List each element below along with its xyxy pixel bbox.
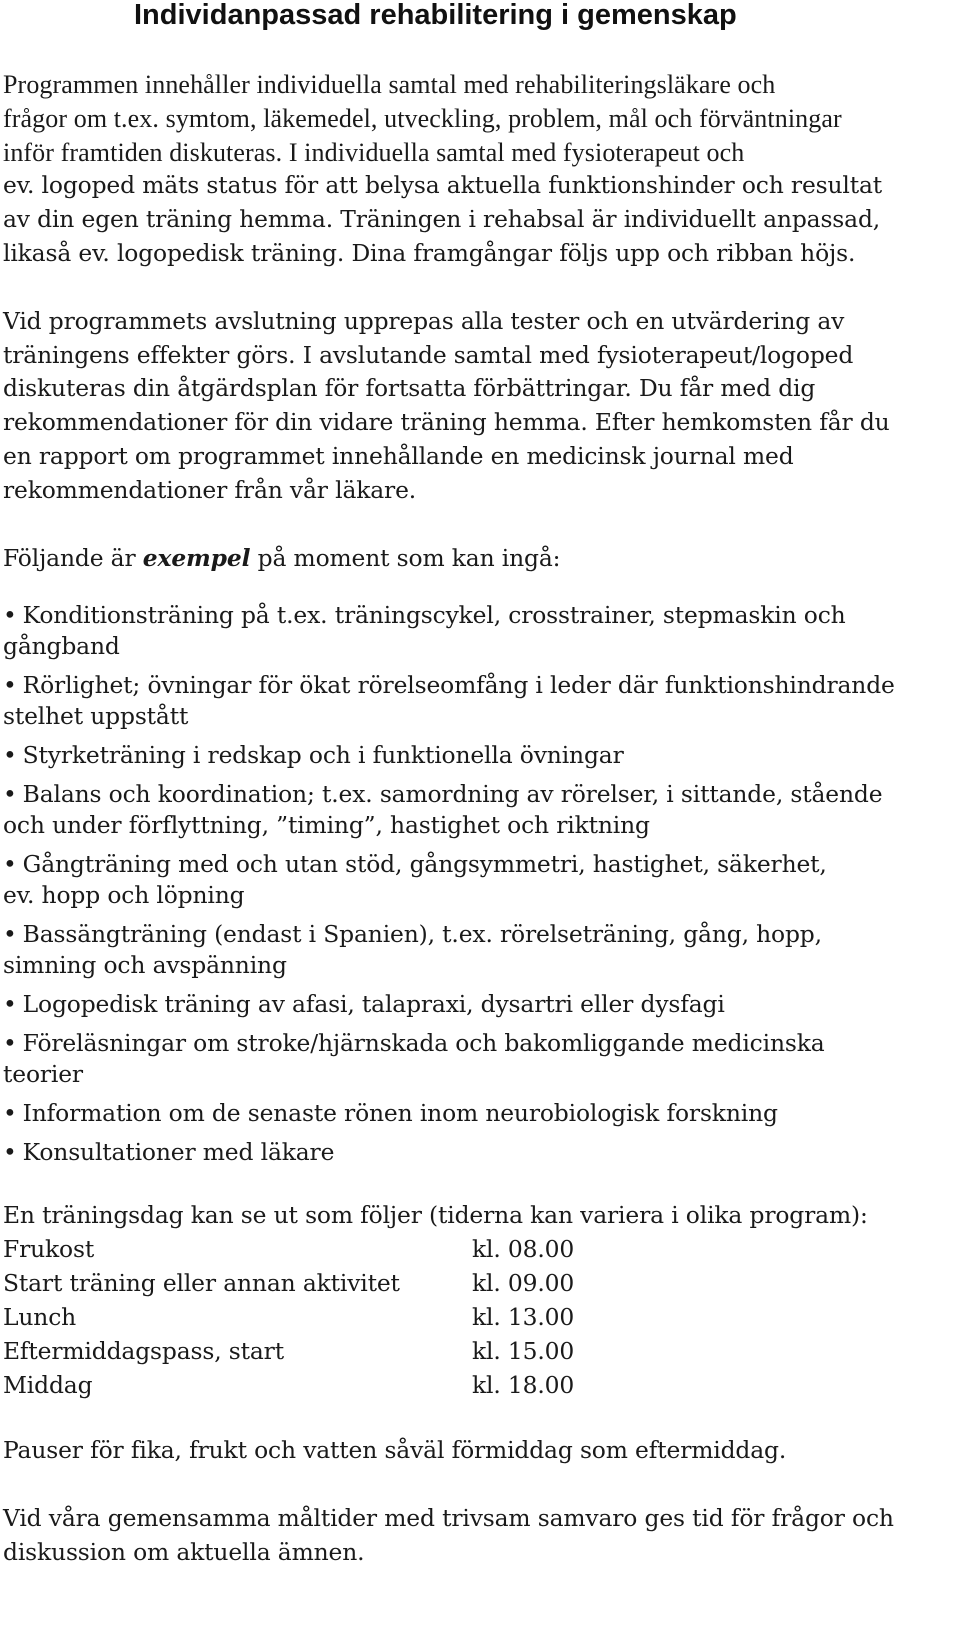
document-page [3,0,953,1570]
list-item [3,740,953,771]
examples-intro-before: Följande är [3,543,143,572]
paragraph-evaluation [3,305,953,508]
list-item [3,1028,953,1090]
list-item-text: Konditionsträning på t.ex. träningscykel, crosstrainer, stepmaskin och [22,601,846,630]
list-item [3,1137,953,1168]
text-line: inför framtiden diskuteras. I individuella samtal med fysioterapeut och [3,137,745,167]
list-item-text: stelhet uppstått [3,702,189,731]
bullet-icon: • [3,850,17,879]
list-item-text: teorier [3,1060,83,1089]
list-item-text: simning och avspänning [3,951,287,980]
list-item [3,600,953,662]
bullet-icon: • [3,1138,17,1167]
schedule-activity: Start träning eller annan aktivitet [3,1269,400,1298]
page-title: Individanpassad rehabilitering i gemenskap [134,0,737,31]
bullet-icon: • [3,601,17,630]
examples-list [3,600,953,1168]
bullet-icon: • [3,990,17,1019]
bullet-icon: • [3,741,17,770]
examples-intro-emphasis: exempel [142,543,251,572]
list-item-text: gångband [3,632,120,661]
schedule-activity: Middag [3,1371,93,1400]
text-line: av din egen träning hemma. Träningen i rehabsal är individuellt anpassad, [3,205,881,234]
schedule-row [3,1266,953,1300]
text-line: Pauser för fika, frukt och vatten såväl förmiddag som eftermiddag. [3,1436,787,1465]
schedule-activity: Lunch [3,1303,77,1332]
examples-intro [3,542,953,576]
list-item-text: Balans och koordination; t.ex. samordning av rörelser, i sittande, stående [22,780,883,809]
text-line: diskuteras din åtgärdsplan för fortsatta förbättringar. Du får med dig [3,374,816,403]
list-item [3,779,953,841]
schedule-activity: Frukost [3,1235,95,1264]
list-item-text: och under förflyttning, ”timing”, hastighet och riktning [3,811,650,840]
schedule-intro: En träningsdag kan se ut som följer (tiderna kan variera i olika program): [3,1201,868,1230]
schedule-section [3,1198,953,1402]
list-item [3,670,953,732]
bullet-icon: • [3,1099,17,1128]
text-line: Vid programmets avslutning upprepas alla tester och en utvärdering av [3,306,845,335]
list-item-text: Gångträning med och utan stöd, gångsymmetri, hastighet, säkerhet, [22,850,827,879]
list-item [3,1098,953,1129]
list-item-text: Logopedisk träning av afasi, talapraxi, dysartri eller dysfagi [22,990,725,1019]
list-item-text: Föreläsningar om stroke/hjärnskada och bakomliggande medicinska [22,1029,825,1058]
schedule-time: kl. 18.00 [472,1371,575,1400]
examples-intro-after: på moment som kan ingå: [250,543,561,572]
text-line: rekommendationer för din vidare träning hemma. Efter hemkomsten får du [3,408,890,437]
list-item-text: ev. hopp och löpning [3,881,245,910]
text-line: rekommendationer från vår läkare. [3,475,417,504]
list-item [3,989,953,1020]
text-line: ev. logoped mäts status för att belysa aktuella funktionshinder och resultat [3,171,883,200]
schedule-time: kl. 13.00 [472,1303,575,1332]
text-line: Programmen innehåller individuella samtal med rehabiliteringsläkare och [3,70,776,99]
bullet-icon: • [3,920,17,949]
paragraph-pauses [3,1434,953,1468]
text-line: Vid våra gemensamma måltider med trivsam samvaro ges tid för frågor och [3,1504,894,1533]
list-item-text: Information om de senaste rönen inom neurobiologisk forskning [22,1099,778,1128]
schedule-row [3,1334,953,1368]
list-item-text: Rörlighet; övningar för ökat rörelseomfång i leder där funktionshindrande [22,671,895,700]
bullet-icon: • [3,671,17,700]
list-item-text: Styrketräning i redskap och i funktionella övningar [22,741,624,770]
schedule-time: kl. 15.00 [472,1337,575,1366]
schedule-row [3,1368,953,1402]
text-line: träningens effekter görs. I avslutande samtal med fysioterapeut/logoped [3,340,854,369]
schedule-time: kl. 09.00 [472,1269,575,1298]
list-item [3,919,953,981]
paragraph-closing [3,1502,953,1570]
text-line: diskussion om aktuella ämnen. [3,1537,365,1566]
schedule-row [3,1300,953,1334]
schedule-time: kl. 08.00 [472,1235,575,1264]
text-line: likaså ev. logopedisk träning. Dina framgångar följs upp och ribban höjs. [3,238,856,267]
bullet-icon: • [3,780,17,809]
text-line: en rapport om programmet innehållande en medicinsk journal med [3,441,794,470]
schedule-activity: Eftermiddagspass, start [3,1337,284,1366]
list-item [3,849,953,911]
list-item-text: Konsultationer med läkare [22,1138,335,1167]
text-line: frågor om t.ex. symtom, läkemedel, utveckling, problem, mål och förväntningar [3,103,842,133]
list-item-text: Bassängträning (endast i Spanien), t.ex. rörelseträning, gång, hopp, [22,920,822,949]
schedule-row [3,1232,953,1266]
bullet-icon: • [3,1029,17,1058]
paragraph-intro [3,68,953,271]
